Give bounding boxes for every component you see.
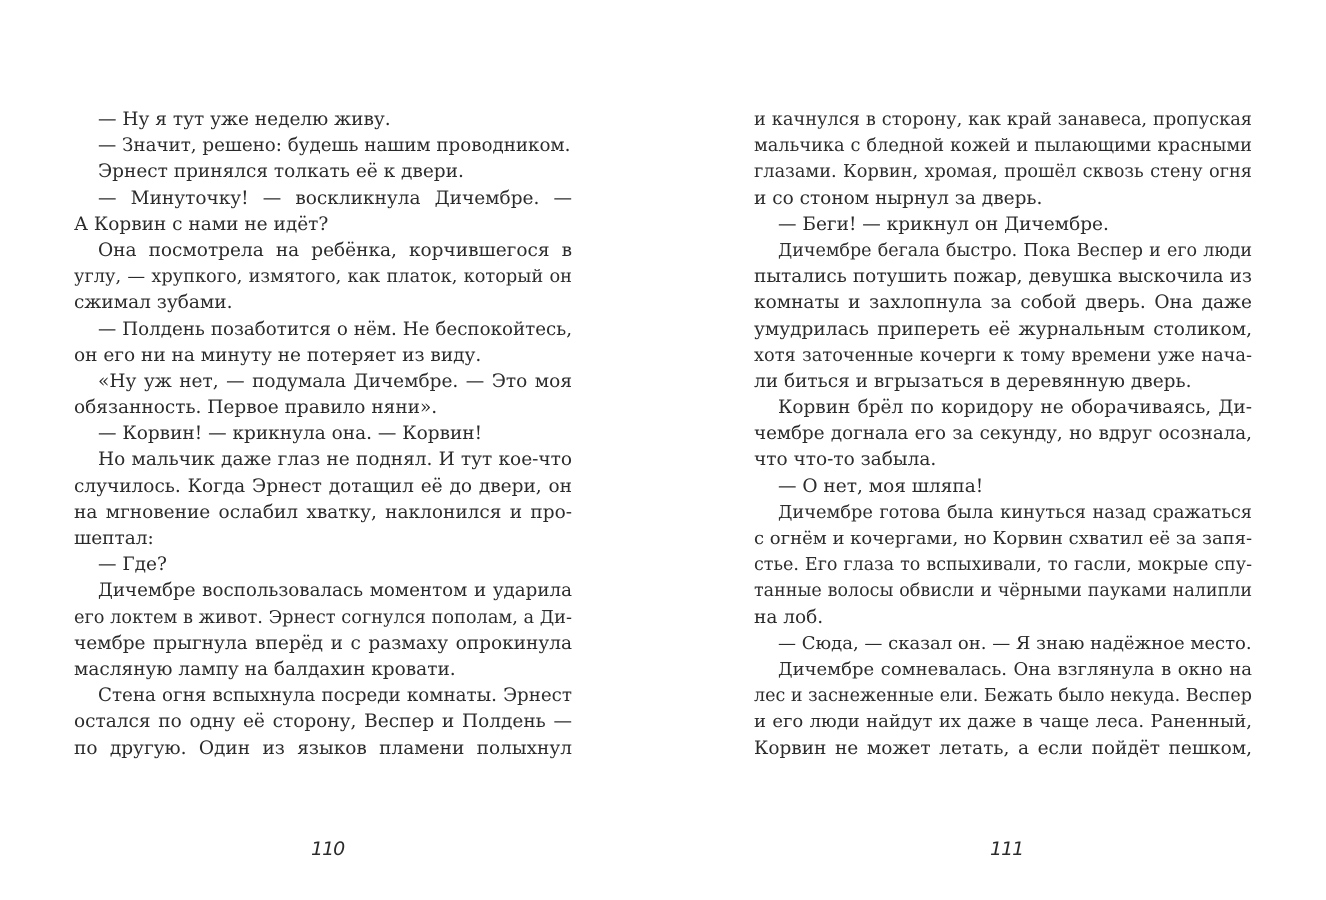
text-line: и качнулся в сторону, как край занавеса, пропуская: [754, 110, 1252, 130]
text-line: шептал:: [74, 528, 154, 549]
text-line: мальчика с бледной кожей и пылающими красными: [754, 136, 1252, 157]
text-line: Дичембре бегала быстро. Пока Веспер и его люди: [778, 240, 1252, 261]
text-line: — Значит, решено: будешь нашим проводником.: [98, 135, 571, 157]
text-line: хотя заточенные кочерги к тому времени уже нача-: [754, 345, 1252, 366]
text-line: чембре прыгнула вперёд и с размаху опрокинула: [74, 632, 572, 654]
text-line: Дичембре сомневалась. Она взглянула в окно на: [778, 658, 1252, 680]
text-line: — Корвин! — крикнула она. — Корвин!: [98, 423, 483, 445]
text-line: чембре догнала его за секунду, но вдруг осознала,: [754, 423, 1252, 445]
text-line: умудрилась припереть её журнальным столиком,: [754, 318, 1252, 340]
text-line: — Беги! — крикнул он Дичембре.: [778, 213, 1109, 235]
text-line: — Минуточку! — воскликнула Дичембре. —: [98, 187, 572, 209]
text-line: — Ну я тут уже неделю живу.: [98, 109, 391, 130]
text-line: на мгновение ослабил хватку, наклонился и про-: [74, 501, 572, 523]
text-line: сжимал зубами.: [74, 292, 233, 314]
text-line: — Где?: [98, 554, 167, 576]
text-line: — Полдень позаботится о нём. Не беспокойтесь,: [98, 318, 572, 340]
text-line: на лоб.: [754, 606, 824, 628]
text-line: Стена огня вспыхнула посреди комнаты. Эрнест: [98, 685, 572, 707]
text-line: комнаты и захлопнула за собой дверь. Она даже: [754, 292, 1252, 314]
text-line: обязанность. Первое правило няни».: [74, 397, 438, 419]
text-line: углу, — хрупкого, измятого, как платок, который он: [74, 267, 572, 288]
text-line: пытались потушить пожар, девушка выскочила из: [754, 266, 1252, 288]
text-line: Корвин не может летать, а если пойдёт пешком,: [754, 737, 1252, 759]
text-line: он его ни на минуту не потеряет из виду.: [74, 344, 482, 366]
text-line: его локтем в живот. Эрнест согнулся пополам, а Ди-: [74, 607, 572, 628]
text-line: А Корвин с нами не идёт?: [74, 213, 329, 235]
text-line: и со стоном нырнул за дверь.: [754, 187, 1043, 209]
text-line: случилось. Когда Эрнест дотащил её до двери, он: [74, 475, 572, 497]
right-page-text: [754, 107, 1252, 762]
text-line: остался по одну её сторону, Веспер и Полдень —: [74, 711, 572, 733]
text-line: танные волосы обвисли и чёрными пауками налипли: [754, 581, 1252, 602]
text-line: масляную лампу на балдахин кровати.: [74, 658, 456, 680]
text-line: Дичембре готова была кинуться назад сражаться: [778, 502, 1252, 523]
text-line: Но мальчик даже глаз не поднял. И тут кое-что: [98, 449, 572, 471]
text-line: Она посмотрела на ребёнка, корчившегося в: [98, 239, 572, 261]
left-page-number: 110: [311, 838, 345, 860]
text-line: с огнём и кочергами, но Корвин схватил её за запя-: [754, 528, 1253, 549]
text-line: Корвин брёл по коридору не оборачиваясь, Ди-: [778, 397, 1252, 419]
text-line: Эрнест принялся толкать её к двери.: [98, 161, 464, 183]
left-page-text: [74, 107, 572, 762]
text-line: Дичембре воспользовалась моментом и ударила: [98, 580, 572, 602]
text-line: по другую. Один из языков пламени полыхнул: [74, 737, 572, 759]
text-line: «Ну уж нет, — подумала Дичембре. — Это моя: [98, 370, 572, 392]
text-line: и его люди найдут их даже в чаще леса. Раненный,: [754, 711, 1252, 733]
text-line: глазами. Корвин, хромая, прошёл сквозь стену огня: [754, 162, 1252, 183]
text-line: — Сюда, — сказал он. — Я знаю надёжное место.: [778, 632, 1252, 654]
text-line: что что-то забыла.: [754, 449, 937, 471]
right-page-number: 111: [990, 838, 1024, 860]
text-line: лес и заснеженные ели. Бежать было некуда. Веспер: [754, 686, 1252, 707]
text-line: стье. Его глаза то вспыхивали, то гасли, мокрые спу-: [754, 555, 1252, 576]
text-line: ли биться и вгрызаться в деревянную дверь.: [754, 370, 1192, 392]
text-line: — О нет, моя шляпа!: [778, 475, 984, 497]
